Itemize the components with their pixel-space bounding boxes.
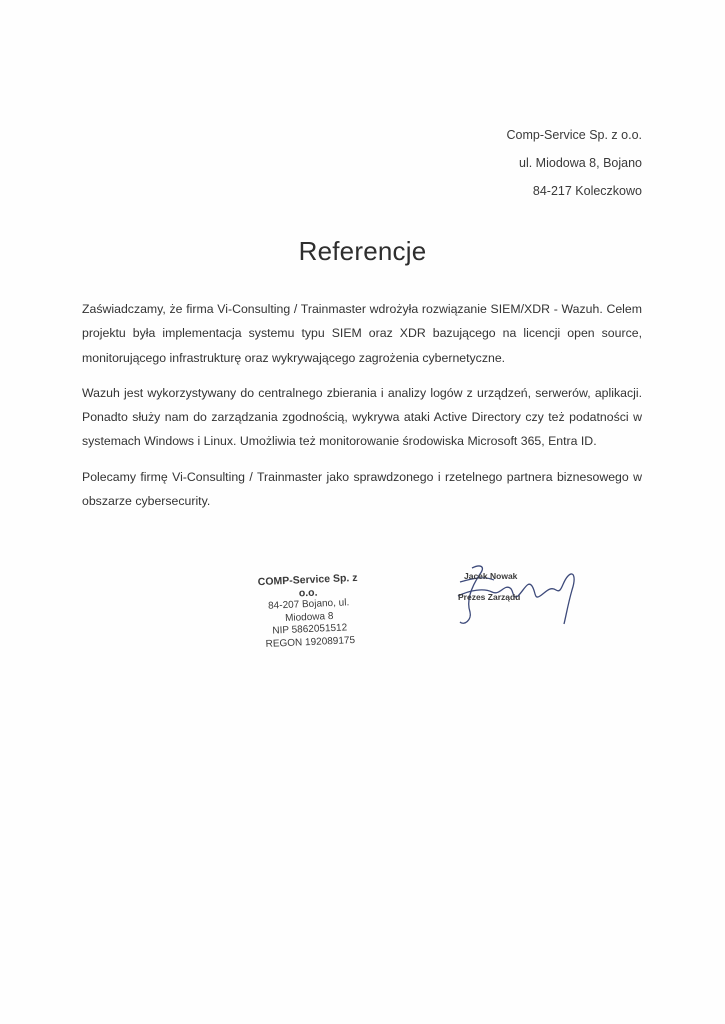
sender-street: ul. Miodowa 8, Bojano <box>519 156 642 170</box>
stamp-address: 84-207 Bojano, ul. Miodowa 8 <box>267 597 350 624</box>
stamp-company: COMP-Service Sp. z o.o. <box>257 571 358 599</box>
signatory-role: Prezes Zarządu <box>458 592 521 602</box>
stamp-nip: NIP 5862051512 <box>272 622 348 637</box>
document-title: Referencje <box>298 236 427 266</box>
document-body <box>82 297 642 524</box>
stamp-regon: REGON 192089175 <box>265 634 356 650</box>
signatory-name: Jacek Nowak <box>464 571 518 581</box>
paragraph: Zaświadczamy, że firma Vi-Consulting / Trainmaster wdrożyła rozwiązanie SIEM/XDR - Wazuh. Celem projektu była implementacja systemu typu SIEM oraz XDR bazującego na licencji open source, monitorującego infrastrukturę oraz wykrywającego zagrożenia cybernetyczne. <box>82 302 642 365</box>
paragraph: Polecamy firmę Vi-Consulting / Trainmaster jako sprawdzonego i rzetelnego partnera biznesowego w obszarze cybersecurity. <box>82 469 642 509</box>
paragraph: Wazuh jest wykorzystywany do centralnego zbierania i analizy logów z urządzeń, serwerów, aplikacji. Ponadto służy nam do zarządzania zgodnością, wykrywa ataki Active Directory czy też podatności w systemach Windows i Linux. Umożliwia też monitorowanie środowiska Microsoft 365, Entra ID. <box>82 385 642 449</box>
company-stamp <box>247 571 370 651</box>
sender-postal-city: 84-217 Koleczkowo <box>532 184 642 198</box>
sender-company: Comp-Service Sp. z o.o. <box>506 128 642 142</box>
sender-address <box>507 121 642 205</box>
signature-block <box>450 560 590 635</box>
